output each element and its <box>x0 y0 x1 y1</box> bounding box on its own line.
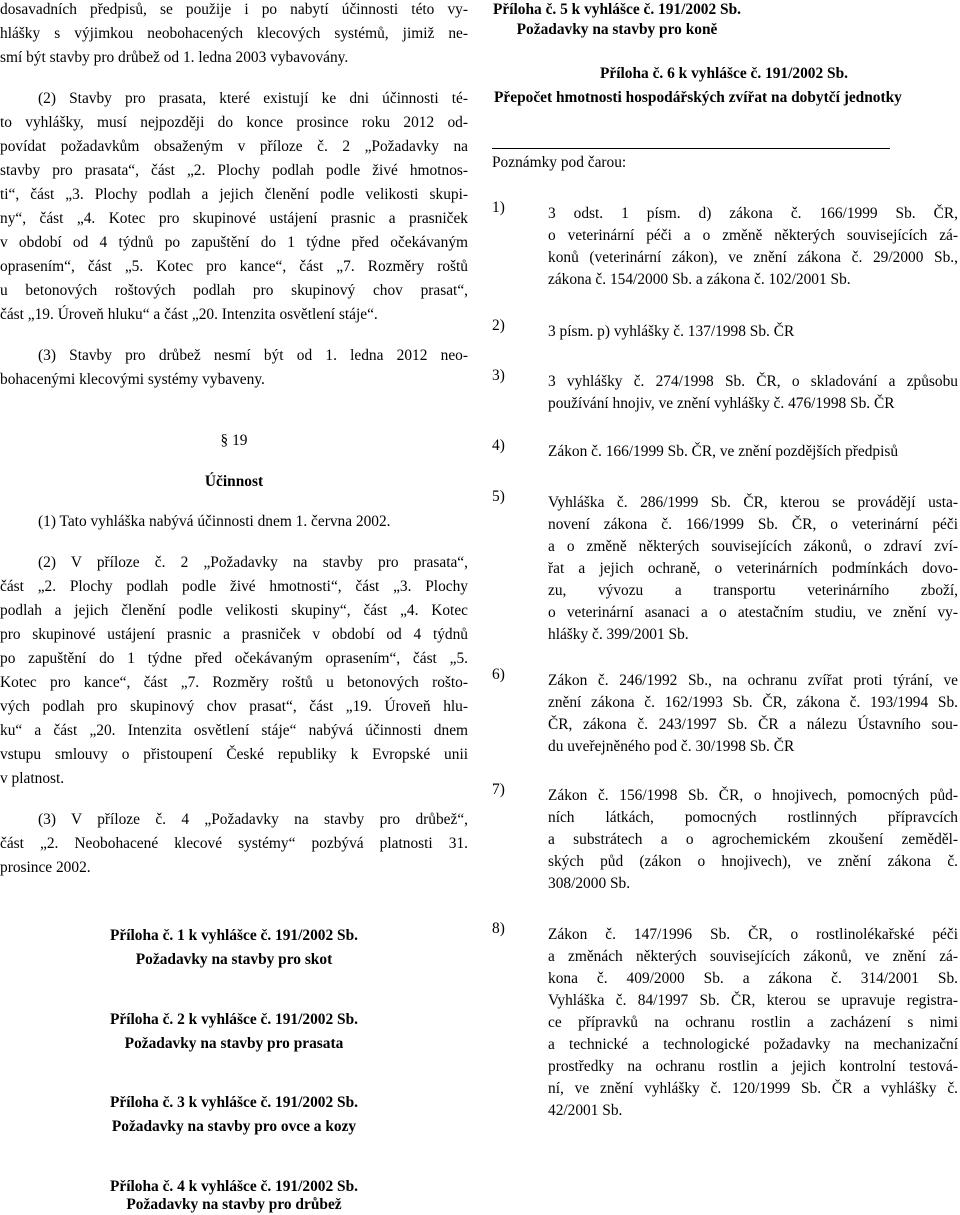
footnote-text-line: konů (veterinární zákon), ve znění zákona č. 29/2000 Sb., <box>548 249 958 266</box>
footnote-text-line: 308/2000 Sb. <box>548 875 631 892</box>
footnote-text-line: zu, vývozu a transportu veterinárního zboží, <box>548 582 958 599</box>
annex-title: Přepočet hmotnosti hospodářských zvířat na dobytčí jednotky <box>494 89 902 106</box>
section-title: Účinnost <box>204 473 264 490</box>
footnote-text-line: o veterinární péči a o změně některých souvisejících zá- <box>548 227 958 244</box>
text-line: dosavadních předpisů, se použije i po nabytí účinnosti této vy- <box>0 1 468 18</box>
annex-title: Požadavky na stavby pro skot <box>135 951 333 968</box>
footnote-number: 6) <box>492 666 505 683</box>
footnote-text-line: znění zákona č. 162/1993 Sb. ČR, zákona č. 193/1994 Sb. <box>548 694 958 711</box>
footnote-text-line: ČR, zákona č. 243/1997 Sb. ČR a nálezu Ústavního sou- <box>548 716 958 733</box>
text-line: bohacenými klecovými systémy vybaveny. <box>0 371 265 388</box>
footnote-text-line: a o změně některých souvisejících zákonů, o zdraví zví- <box>548 538 958 555</box>
text-line: (3) Stavby pro drůbež nesmí být od 1. ledna 2012 neo- <box>38 347 468 364</box>
footnote-text-line: ských půd (zákon o hnojivech), ve znění zákona č. <box>548 853 958 870</box>
footnote-text-line: a substrátech a o agrochemickém zkoušení zeměděl- <box>548 831 958 848</box>
text-line: ti“, část „3. Plochy podlah a jejich členění podle velikosti skupi- <box>0 186 468 203</box>
annex-label: Příloha č. 2 k vyhlášce č. 191/2002 Sb. <box>110 1011 358 1028</box>
footnote-text-line: kona č. 409/2000 Sb. a zákona č. 314/2001 Sb. <box>548 970 958 987</box>
footnote-text-line: ní, ve znění vyhlášky č. 120/1999 Sb. ČR a vyhlášky č. <box>548 1080 958 1097</box>
text-line: část „19. Úroveň hluku“ a část „20. Intenzita osvětlení stáje“. <box>0 306 378 323</box>
text-line: (2) V příloze č. 2 „Požadavky na stavby pro prasata“, <box>38 554 468 571</box>
footnote-number: 3) <box>492 367 505 384</box>
footnote-text-line: o veterinární asanaci a o atestačním studiu, ve znění vy- <box>548 604 958 621</box>
footnote-number: 5) <box>492 488 505 505</box>
text-line: pro skupinové ustájení prasnic a prasniček v období od 4 týdnů <box>0 626 468 643</box>
text-line: v platnost. <box>0 770 65 787</box>
footnote-text-line: ních látkách, pomocných rostlinných přípravcích <box>548 809 958 826</box>
annex-title: Požadavky na stavby pro ovce a kozy <box>111 1118 357 1135</box>
section-number: § 19 <box>220 432 248 449</box>
footnote-text-line: novení zákona č. 166/1999 Sb. ČR, o veterinární péči <box>548 516 958 533</box>
footnote-text-line: používání hnojiv, ve znění vyhlášky č. 476/1998 Sb. ČR <box>548 395 895 412</box>
text-line: oprasením“, část „5. Kotec pro kance“, část „7. Rozměry roštů <box>0 258 468 275</box>
annex-label: Příloha č. 4 k vyhlášce č. 191/2002 Sb. <box>110 1178 358 1195</box>
text-line: (2) Stavby pro prasata, které existují ke dni účinnosti té- <box>38 90 468 107</box>
annex-title: Požadavky na stavby pro drůbež <box>126 1196 342 1213</box>
text-line: hlášky s výjimkou neobohacených klecových systémů, jimiž ne- <box>0 25 468 42</box>
footnote-text-line: Zákon č. 147/1996 Sb. ČR, o rostlinolékařské péči <box>548 926 958 943</box>
footnote-text-line: 3 písm. p) vyhlášky č. 137/1998 Sb. ČR <box>548 323 795 340</box>
footnote-text-line: Zákon č. 156/1998 Sb. ČR, o hnojivech, pomocných půd- <box>548 787 958 804</box>
text-line: Kotec pro kance“, část „7. Rozměry roštů u betonových rošto- <box>0 674 468 691</box>
annex-label: Příloha č. 3 k vyhlášce č. 191/2002 Sb. <box>110 1094 358 1111</box>
text-line: prosince 2002. <box>0 859 91 876</box>
footnote-text-line: zákona č. 154/2000 Sb. a zákona č. 102/2001 Sb. <box>548 271 851 288</box>
footnote-text-line: 42/2001 Sb. <box>548 1102 623 1119</box>
footnote-text-line: ce přípravků na ochranu rostlin a zacházení s nimi <box>548 1014 958 1031</box>
footnote-separator <box>492 148 890 149</box>
text-line: u betonových roštových podlah pro skupinový chov prasat“, <box>0 282 468 299</box>
annex-label: Příloha č. 6 k vyhlášce č. 191/2002 Sb. <box>600 65 848 82</box>
footnote-text-line: 3 vyhlášky č. 274/1998 Sb. ČR, o skladování a způsobu <box>548 373 958 390</box>
text-line: to vyhlášky, musí nejpozději do konce prosince roku 2012 od- <box>0 114 468 131</box>
text-line: vstupu smlouvy o přistoupení České republiky k Evropské unii <box>0 746 468 763</box>
footnote-text-line: Vyhláška č. 84/1997 Sb. ČR, kterou se upravuje registra- <box>548 992 958 1009</box>
footnote-text-line: Vyhláška č. 286/1999 Sb. ČR, kterou se provádějí usta- <box>548 494 958 511</box>
footnote-number: 8) <box>492 920 505 937</box>
text-line: smí být stavby pro drůbež od 1. ledna 2003 vybavovány. <box>0 49 349 66</box>
text-line: ny“, část „4. Kotec pro skupinové ustájení prasnic a prasniček <box>0 210 468 227</box>
footnote-text-line: 3 odst. 1 písm. d) zákona č. 166/1999 Sb. ČR, <box>548 205 958 222</box>
annex-label: Příloha č. 1 k vyhlášce č. 191/2002 Sb. <box>110 927 358 944</box>
text-line: stavby pro prasata“, část „2. Plochy podlah podle živé hmotnos- <box>0 162 468 179</box>
text-line: v období od 4 týdnů po zapuštění do 1 týdne před očekávaným <box>0 234 468 251</box>
footnote-text-line: prostředky na ochranu rostlin a jejich kontrolní testová- <box>548 1058 958 1075</box>
annex-label: Příloha č. 5 k vyhlášce č. 191/2002 Sb. <box>493 1 741 18</box>
footnote-number: 7) <box>492 781 505 798</box>
text-line: po zapuštění do 1 týdne před očekávaným oprasením“, část „5. <box>0 650 468 667</box>
footnote-text-line: a změnách některých souvisejících zákonů, ve znění zá- <box>548 948 958 965</box>
text-line: povídat požadavkům obsaženým v příloze č. 2 „Požadavky na <box>0 138 468 155</box>
footnote-number: 4) <box>492 437 505 454</box>
footnote-text-line: řat a jejich ochraně, o veterinárních podmínkách dovo- <box>548 560 958 577</box>
footnote-text-line: du uveřejněného pod č. 30/1998 Sb. ČR <box>548 738 795 755</box>
text-line: podlah a jejich členění podle velikosti skupiny“, část „4. Kotec <box>0 602 468 619</box>
text-line: část „2. Plochy podlah podle živé hmotnosti“, část „3. Plochy <box>0 578 468 595</box>
footnote-text-line: a technické a technologické požadavky na mechanizační <box>548 1036 958 1053</box>
effectiveness-paragraph-1: (1) Tato vyhláška nabývá účinnosti dnem 1. června 2002. <box>38 513 391 530</box>
footnote-text-line: Zákon č. 166/1999 Sb. ČR, ve znění pozdějších předpisů <box>548 443 899 460</box>
footnote-number: 1) <box>492 199 505 216</box>
annex-title: Požadavky na stavby pro prasata <box>124 1035 344 1052</box>
text-line: (3) V příloze č. 4 „Požadavky na stavby pro drůbež“, <box>38 811 468 828</box>
footnote-text-line: hlášky č. 399/2001 Sb. <box>548 626 689 643</box>
footnotes-heading: Poznámky pod čarou: <box>492 154 627 171</box>
text-line: ku“ a část „20. Intenzita osvětlení stáje“ nabývá účinnosti dnem <box>0 722 468 739</box>
annex-title: Požadavky na stavby pro koně <box>516 21 718 38</box>
footnote-text-line: Zákon č. 246/1992 Sb., na ochranu zvířat proti týrání, ve <box>548 672 958 689</box>
footnote-number: 2) <box>492 317 505 334</box>
text-line: vých podlah pro skupinový chov prasat“, část „19. Úroveň hlu- <box>0 698 468 715</box>
text-line: část „2. Neobohacené klecové systémy“ pozbývá platnosti 31. <box>0 835 468 852</box>
